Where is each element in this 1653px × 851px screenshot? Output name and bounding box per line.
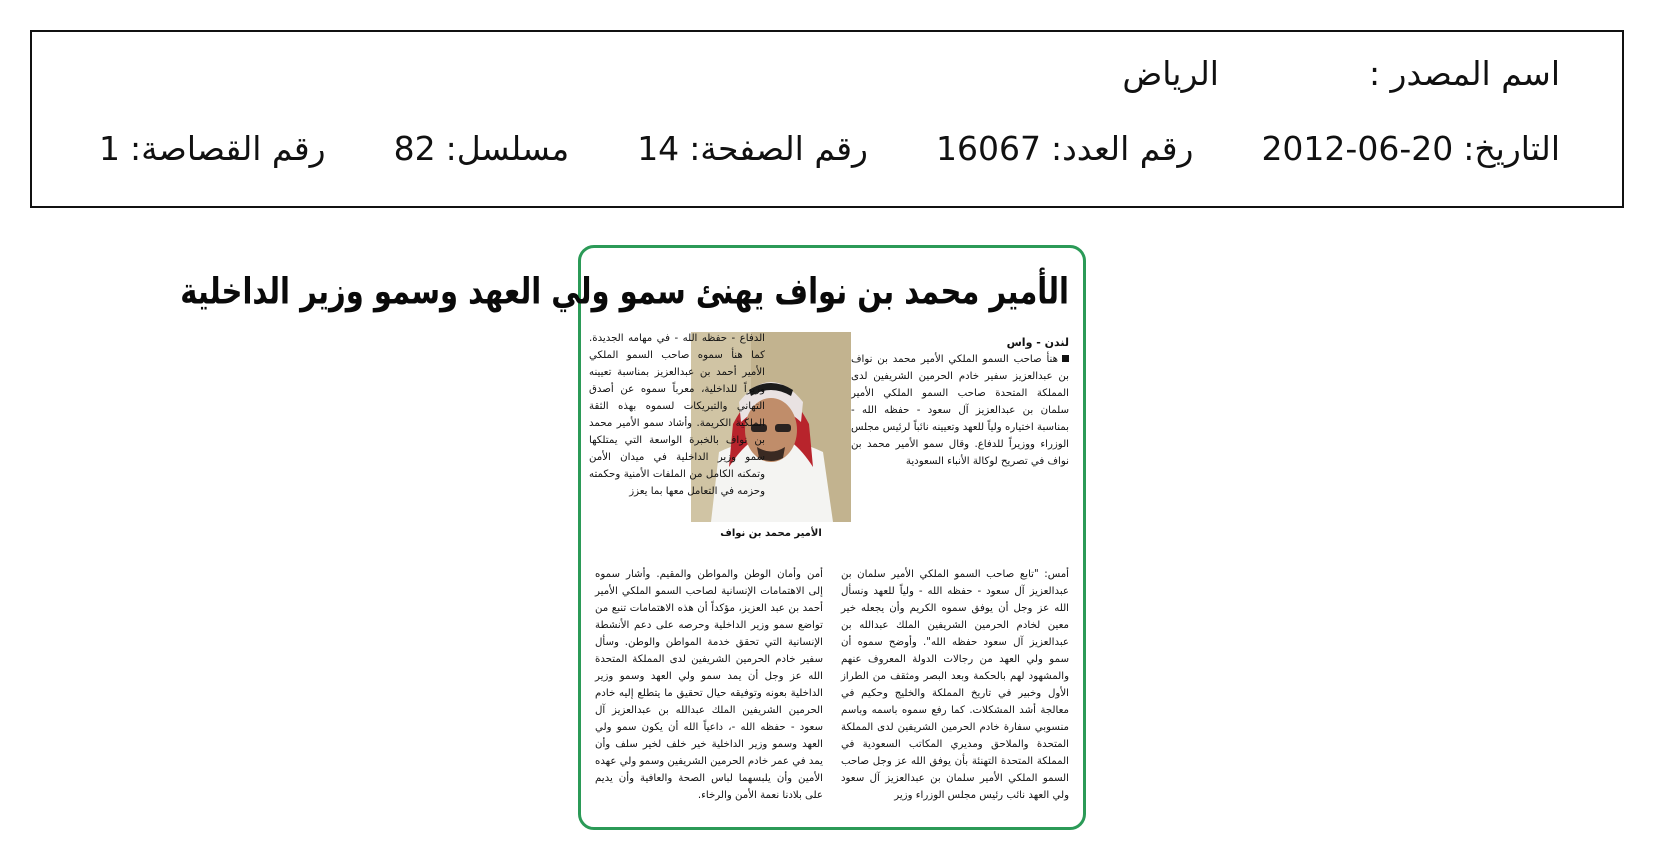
article-column-right-bottom: أمس: "تابع صاحب السمو الملكي الأمير سلمان بن عبدالعزيز آل سعود - حفظه الله - ولياً للعهد ونسأل الله عز وجل أن يوفق سموه الكريم وأن يجعله خير معين لخادم الحرمين الشريفين الملك عبدالله بن عبدالعزيز آل سعود حفظه الله". وأوضح سموه أن سمو ولي العهد من رجالات الدولة المعروف عنهم والمشهود لهم بالحكمة وبعد البصر ومثقف من الطراز الأول وخبير في تاريخ المملكة والخليج وحكيم في معالجة أشد المشكلات. كما رفع سموه باسمه وباسم منسوبي سفارة خادم الحرمين الشريفين لدى المملكة المتحدة والملاحق ومديري المكاتب السعودية في المملكة المتحدة التهنئة بأن يوفق الله عز وجل صاحب السمو الملكي الأمير سلمان بن عبدالعزيز آل سعود ولي العهد نائب رئيس مجلس الوزراء وزير (841, 569, 1069, 801)
issue-label: رقم العدد: (1050, 129, 1194, 168)
source-row (1122, 54, 1560, 93)
serial-label: مسلسل: (445, 129, 570, 168)
serial-value: 82 (393, 129, 436, 168)
page-label: رقم الصفحة: (689, 129, 868, 168)
article-headline: الأمير محمد بن نواف يهنئ سمو ولي العهد وسمو وزير الداخلية (180, 269, 1069, 313)
article-bottom-columns (595, 566, 1069, 817)
date-label: التاريخ: (1463, 129, 1560, 168)
article-column-right-top (851, 334, 1069, 562)
source-label: اسم المصدر : (1368, 54, 1560, 93)
black-square-icon (1062, 355, 1069, 362)
article-column-left-top: الدفاع - حفظه الله - في مهامه الجديدة. كما هنأ سموه صاحب السمو الملكي الأمير أحمد بن عبدالعزيز بمناسبة تعيينه وزيراً للداخلية، معرباً سموه عن أصدق التهاني والتبريكات لسموه بهذه الثقة الملكية الكريمة. وأشاد سمو الأمير محمد بن نواف بالخبرة الواسعة التي يمتلكها سمو وزير الداخلية في ميدان الأمن وتمكنه الكامل من الملفات الأمنية وحكمته وحزمه في التعامل معها بما يعزز (589, 333, 765, 497)
source-value: الرياض (1122, 54, 1219, 93)
newspaper-clipping (180, 245, 1086, 830)
clip-number-value: 1 (99, 129, 120, 168)
date-value: 2012-06-20 (1261, 129, 1454, 168)
clip-number-label: رقم القصاصة: (130, 129, 326, 168)
page-value: 14 (637, 129, 680, 168)
clipping-metadata-box (30, 30, 1624, 208)
issue-value: 16067 (936, 129, 1041, 168)
article-text-right-top: هنأ صاحب السمو الملكي الأمير محمد بن نواف بن عبدالعزيز سفير خادم الحرمين الشريفين لدى المملكة المتحدة صاحب السمو الملكي الأمير سلمان بن عبدالعزيز آل سعود - حفظه الله - بمناسبة اختياره ولياً للعهد وتعيينه نائباً لرئيس مجلس الوزراء ووزيراً للدفاع. وقال سمو الأمير محمد بن نواف في تصريح لوكالة الأنباء السعودية (851, 354, 1069, 467)
article-column-left-bottom: أمن وأمان الوطن والمواطن والمقيم. وأشار سموه إلى الاهتمامات الإنسانية لصاحب السمو الملكي الأمير أحمد بن عبد العزيز، مؤكداً أن هذه الاهتمامات تنبع من تواضع سمو وزير الداخلية وحرصه على دعم الأنشطة الإنسانية التي تحقق خدمة المواطن والوطن. وسأل سفير خادم الحرمين الشريفين لدى المملكة المتحدة الله عز وجل أن يمد سمو ولي العهد وسمو وزير الداخلية بعونه وتوفيقه حيال تحقيق ما يتطلع إليه خادم الحرمين الشريفين الملك عبدالله بن عبدالعزيز آل سعود - حفظه الله -، داعياً الله أن يكون سمو ولي العهد وسمو وزير الداخلية خير خلف لخير سلف وأن يمد في عمر خادم الحرمين الشريفين وسمو ولي عهده الأمين وأن يلبسهما لباس الصحة والعافية وأن يديم على بلادنا نعمة الأمن والرخاء. (595, 569, 823, 801)
details-row (99, 129, 1560, 168)
photo-caption: الأمير محمد بن نواف (720, 528, 822, 539)
article-dateline: لندن - واس (1006, 336, 1069, 349)
